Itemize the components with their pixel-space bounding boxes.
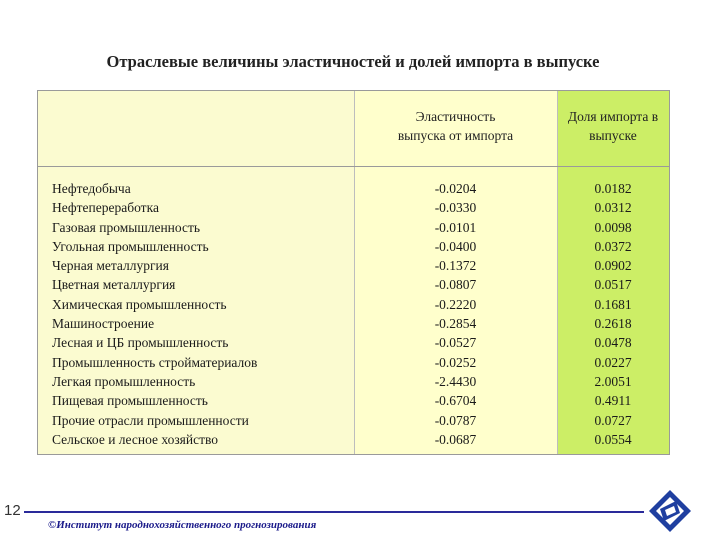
data-table — [37, 90, 670, 455]
sector-name: Химическая промышленность — [52, 296, 227, 312]
footer-copyright: ©Институт народнохозяйственного прогнозирования — [48, 519, 317, 531]
import-share-value: 0.0517 — [594, 277, 632, 293]
elasticity-value: -0.1372 — [434, 258, 477, 274]
sector-name: Легкая промышленность — [52, 373, 196, 389]
import-share-value: 0.0312 — [594, 200, 632, 216]
import-share-value: 0.4911 — [594, 393, 632, 409]
import-share-value: 0.0902 — [594, 258, 632, 274]
elasticity-values — [354, 179, 557, 449]
elasticity-value: -0.0807 — [434, 277, 477, 293]
import-share-header-line2: выпуске — [589, 128, 637, 143]
elasticity-value: -0.0101 — [434, 219, 477, 235]
import-share-header-line1: Доля импорта в — [567, 109, 659, 124]
import-share-values — [557, 179, 669, 449]
import-share-value: 0.1681 — [594, 296, 632, 312]
elasticity-header-line2: выпуска от импорта — [397, 128, 514, 143]
header-divider — [38, 166, 669, 167]
elasticity-value: -0.0330 — [434, 200, 477, 216]
sector-name: Пищевая промышленность — [52, 393, 208, 409]
import-share-value: 0.0727 — [594, 412, 632, 428]
import-share-value: 2.0051 — [594, 373, 632, 389]
elasticity-value: -0.0252 — [434, 354, 477, 370]
elasticity-value: -0.6704 — [434, 393, 477, 409]
sector-name: Сельское и лесное хозяйство — [52, 431, 219, 447]
sector-name: Промышленность стройматериалов — [52, 354, 258, 370]
elasticity-value: -0.0687 — [434, 431, 477, 447]
sector-name: Нефтедобыча — [52, 181, 131, 196]
import-share-header — [557, 107, 669, 145]
elasticity-header-line1: Эластичность — [415, 109, 496, 124]
elasticity-value: -0.0787 — [434, 412, 477, 428]
slide-title: Отраслевые величины эластичностей и долей импорта в выпуске — [106, 52, 600, 71]
sector-list — [52, 179, 257, 449]
import-share-value: 0.0554 — [594, 431, 632, 447]
elasticity-value: -0.0527 — [434, 335, 477, 351]
footer-rule — [24, 511, 644, 513]
import-share-value: 0.0372 — [594, 238, 632, 254]
import-share-value: 0.0227 — [594, 354, 632, 370]
elasticity-header — [354, 107, 557, 145]
sector-name: Нефтепереработка — [52, 200, 159, 216]
elasticity-value: -0.2854 — [434, 316, 477, 332]
import-share-value: 0.0182 — [594, 181, 632, 196]
sector-name: Цветная металлургия — [52, 277, 176, 293]
elasticity-value: -0.0400 — [434, 238, 477, 254]
import-share-value: 0.2618 — [594, 316, 632, 332]
sector-name: Машиностроение — [52, 316, 155, 332]
elasticity-value: -2.4430 — [434, 373, 477, 389]
import-share-value: 0.0098 — [594, 219, 632, 235]
elasticity-value: -0.0204 — [434, 181, 477, 196]
sector-name: Лесная и ЦБ промышленность — [52, 335, 229, 351]
sector-name: Угольная промышленность — [52, 238, 209, 254]
sector-name: Прочие отрасли промышленности — [52, 412, 249, 428]
elasticity-value: -0.2220 — [434, 296, 477, 312]
sector-name: Газовая промышленность — [52, 219, 201, 235]
sector-name: Черная металлургия — [52, 258, 169, 274]
institute-logo-icon — [646, 487, 694, 535]
page-number: 12 — [4, 502, 21, 519]
import-share-value: 0.0478 — [594, 335, 632, 351]
